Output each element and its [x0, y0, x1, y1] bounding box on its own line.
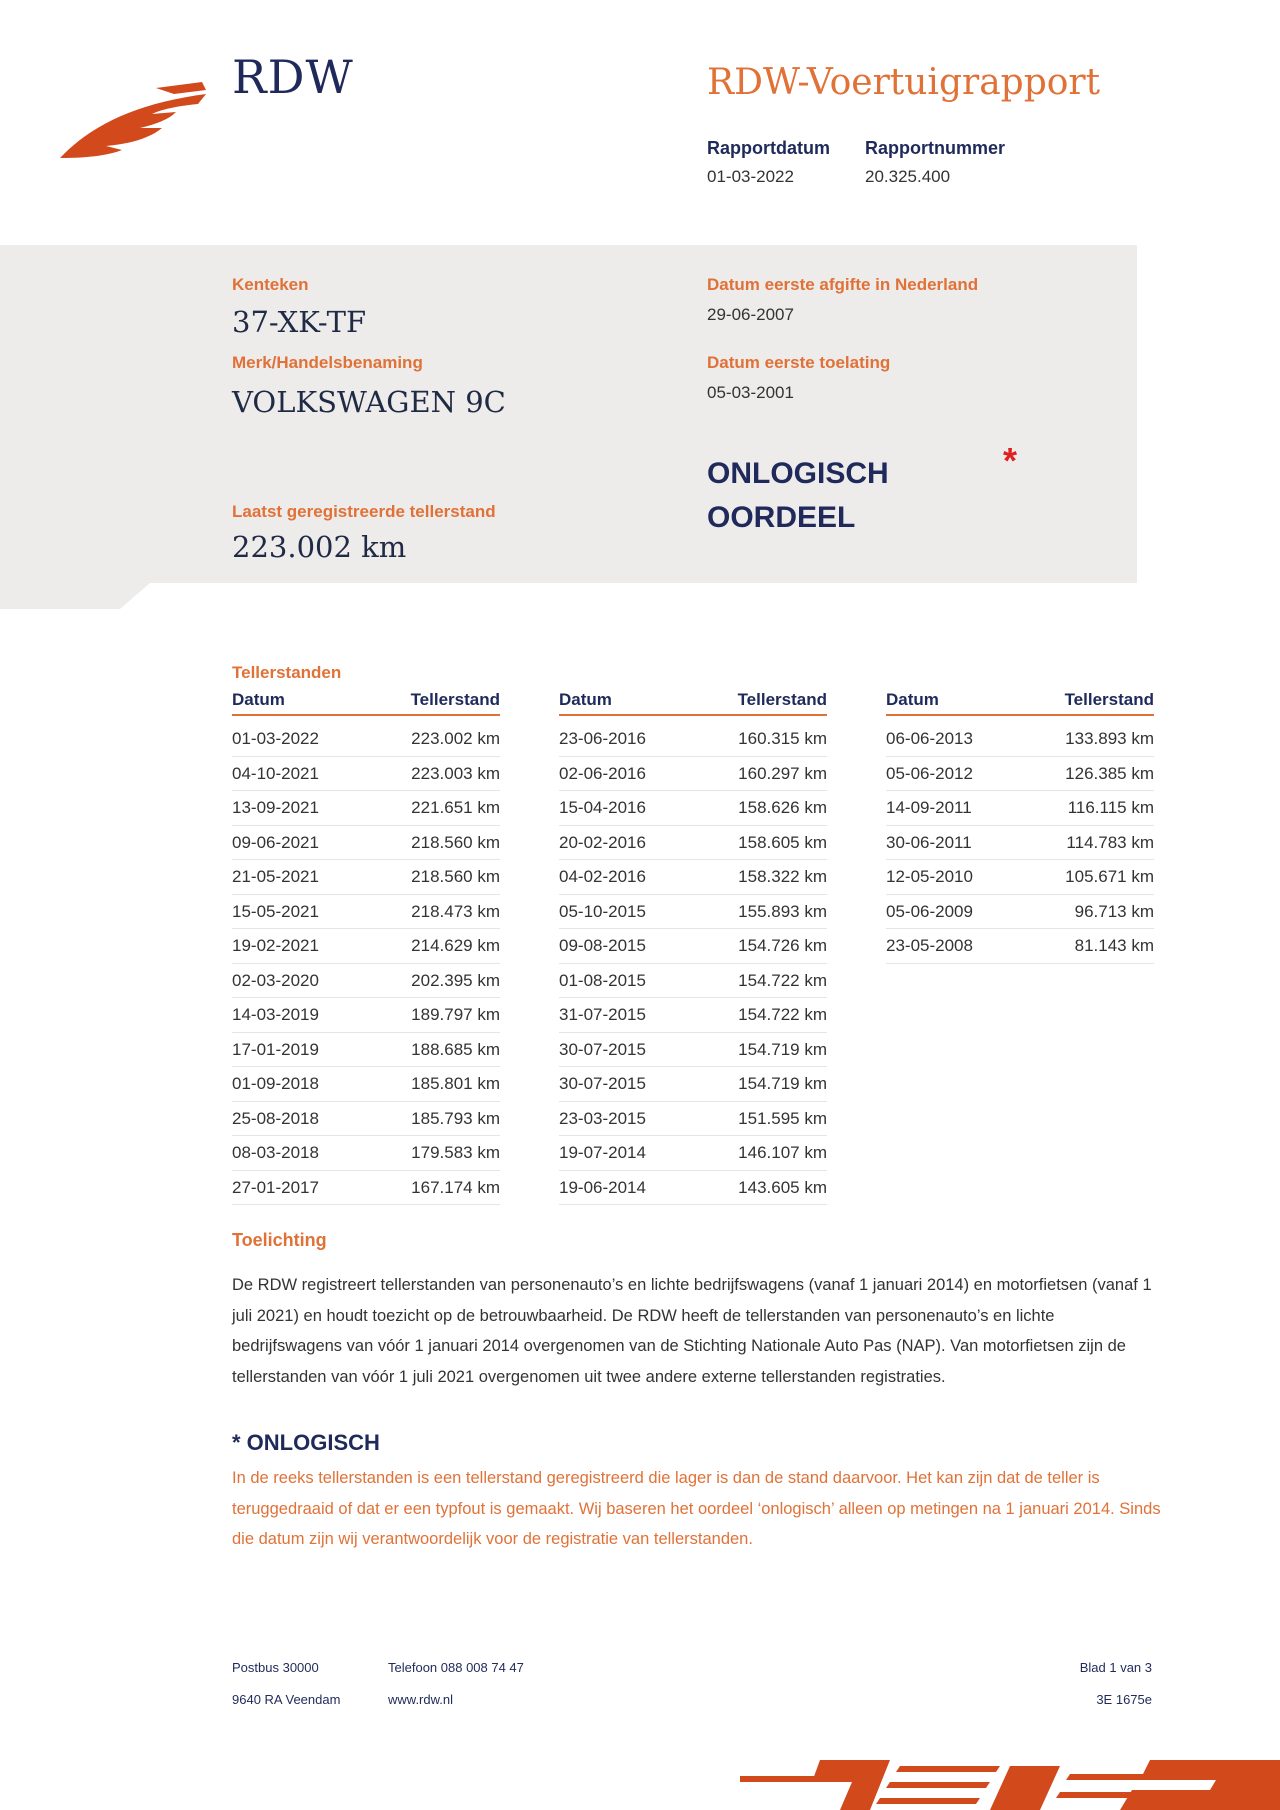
table-row — [232, 860, 500, 895]
row-date: 05-10-2015 — [559, 901, 646, 921]
row-reading: 221.651 km — [411, 798, 500, 817]
first-issue-nl-value: 29-06-2007 — [707, 305, 794, 324]
table-header — [886, 690, 1154, 716]
table-row — [559, 1067, 827, 1102]
row-date: 20-02-2016 — [559, 832, 646, 852]
explanation-text: De RDW registreert tellerstanden van personenauto’s en lichte bedrijfswagens (vanaf 1 januari 2014) en motorfietsen (vanaf 1 juli 2021) en houdt toezicht op de betrouwbaarheid. De RDW heeft de tellerstanden van personenauto’s en lichte bedrijfswagens van vóór 1 januari 2014 overgenomen van de Stichting Nationale Auto Pas (NAP). Van motorfietsen zijn de tellerstanden van vóór 1 juli 2021 overgenomen uit twee andere externe tellerstanden registraties. — [232, 1276, 1152, 1386]
verdict-line-1: ONLOGISCH — [707, 457, 889, 490]
row-reading: 185.801 km — [411, 1074, 500, 1093]
row-date: 05-06-2009 — [886, 901, 973, 921]
table-row — [559, 860, 827, 895]
first-issue-nl-label: Datum eerste afgifte in Nederland — [707, 275, 979, 294]
illogical-title: * ONLOGISCH — [232, 1430, 380, 1455]
row-reading: 155.893 km — [738, 901, 827, 921]
row-date: 04-02-2016 — [559, 867, 646, 886]
row-date: 19-02-2021 — [232, 936, 319, 955]
row-reading: 160.297 km — [738, 763, 827, 783]
rdw-stripes-decoration-icon — [740, 1752, 1280, 1810]
license-plate-label: Kenteken — [232, 275, 309, 294]
verdict-asterisk: * — [1003, 440, 1018, 481]
col-reading-header: Tellerstand — [1064, 690, 1154, 709]
report-number-label: Rapportnummer — [865, 138, 1006, 158]
row-reading: 223.002 km — [411, 729, 500, 748]
footer-postbus: Postbus 30000 — [232, 1660, 319, 1675]
odometer-table-column-2 — [559, 690, 827, 1205]
table-row — [232, 998, 500, 1033]
license-plate-value: 37-XK-TF — [232, 305, 367, 339]
footer-page-number: Blad 1 van 3 — [1079, 1660, 1152, 1675]
row-reading: 188.685 km — [411, 1039, 500, 1059]
footer-phone: Telefoon 088 008 74 47 — [388, 1660, 524, 1675]
table-row — [559, 998, 827, 1033]
row-reading: 154.722 km — [738, 1005, 827, 1024]
brand-model-label: Merk/Handelsbenaming — [232, 353, 423, 372]
brand-model-value: VOLKSWAGEN 9C — [232, 385, 506, 419]
table-row — [886, 722, 1154, 757]
first-admission-label: Datum eerste toelating — [707, 353, 891, 372]
row-date: 15-05-2021 — [232, 901, 319, 921]
table-row — [559, 1102, 827, 1137]
row-date: 23-03-2015 — [559, 1108, 646, 1128]
table-row — [232, 964, 500, 999]
table-row — [886, 860, 1154, 895]
col-reading-header: Tellerstand — [410, 690, 500, 709]
row-reading: 116.115 km — [1067, 798, 1154, 817]
row-date: 14-03-2019 — [232, 1005, 319, 1024]
row-date: 30-07-2015 — [559, 1074, 646, 1093]
row-date: 17-01-2019 — [232, 1039, 319, 1059]
verdict-line-2: OORDEEL — [707, 501, 856, 534]
last-odometer-value: 223.002 km — [232, 530, 407, 564]
row-reading: 158.322 km — [738, 867, 827, 886]
illogical-text: In de reeks tellerstanden is een tellerstand geregistreerd die lager is dan de stand daarvoor. Het kan zijn dat de teller is teruggedraaid of dat er een typfout is gemaakt. Wij baseren het oordeel ‘onlogisch’ alleen op metingen na 1 januari 2014. Sinds die datum zijn wij verantwoordelijk voor de registratie van tellerstanden. — [232, 1469, 1161, 1548]
row-date: 30-07-2015 — [559, 1039, 646, 1059]
table-row — [559, 964, 827, 999]
table-row — [559, 895, 827, 930]
report-date-block — [707, 138, 830, 187]
row-date: 09-08-2015 — [559, 936, 646, 955]
row-reading: 179.583 km — [411, 1143, 500, 1162]
odometer-table-column-1 — [232, 690, 500, 1205]
document-title: RDW-Voertuigrapport — [707, 62, 1101, 103]
row-date: 31-07-2015 — [559, 1005, 646, 1024]
table-row — [559, 791, 827, 826]
table-row — [232, 791, 500, 826]
footer-website-link[interactable]: www.rdw.nl — [388, 1692, 454, 1707]
row-reading: 160.315 km — [738, 729, 827, 748]
table-row — [559, 757, 827, 792]
odometer-table-column-3 — [886, 690, 1154, 964]
row-reading: 154.719 km — [738, 1074, 827, 1093]
rdw-wing-logo-icon — [56, 80, 216, 170]
row-reading: 154.719 km — [738, 1039, 827, 1059]
row-date: 09-06-2021 — [232, 832, 319, 852]
brand-name: RDW — [232, 50, 354, 104]
row-date: 30-06-2011 — [886, 832, 972, 852]
row-date: 01-09-2018 — [232, 1074, 319, 1093]
row-date: 05-06-2012 — [886, 763, 973, 783]
col-date-header: Datum — [232, 690, 285, 709]
report-number-value: 20.325.400 — [865, 167, 951, 186]
table-row — [232, 895, 500, 930]
row-reading: 214.629 km — [411, 936, 500, 955]
row-date: 02-03-2020 — [232, 970, 319, 990]
row-date: 01-08-2015 — [559, 970, 646, 990]
row-reading: 151.595 km — [738, 1108, 827, 1128]
last-odometer-label: Laatst geregistreerde tellerstand — [232, 502, 496, 521]
row-date: 08-03-2018 — [232, 1143, 319, 1162]
table-row — [232, 757, 500, 792]
row-date: 04-10-2021 — [232, 763, 319, 783]
col-date-header: Datum — [886, 690, 939, 709]
table-row — [559, 722, 827, 757]
row-reading: 143.605 km — [738, 1177, 827, 1197]
row-reading: 158.626 km — [738, 798, 827, 817]
summary-panel-tab — [0, 583, 150, 609]
row-date: 21-05-2021 — [232, 867, 319, 886]
row-reading: 158.605 km — [738, 832, 827, 852]
summary-panel — [0, 245, 1137, 583]
table-row — [559, 1033, 827, 1068]
table-row — [232, 929, 500, 964]
row-date: 13-09-2021 — [232, 798, 319, 817]
row-reading: 146.107 km — [738, 1143, 827, 1162]
row-reading: 114.783 km — [1066, 832, 1154, 852]
table-row — [232, 1171, 500, 1206]
footer-city: 9640 RA Veendam — [232, 1692, 341, 1707]
table-row — [886, 757, 1154, 792]
row-date: 19-07-2014 — [559, 1143, 646, 1162]
row-date: 23-06-2016 — [559, 729, 646, 748]
table-row — [232, 1136, 500, 1171]
row-date: 25-08-2018 — [232, 1108, 319, 1128]
row-reading: 167.174 km — [411, 1177, 500, 1197]
row-reading: 189.797 km — [411, 1005, 500, 1024]
verdict — [707, 452, 889, 540]
row-date: 12-05-2010 — [886, 867, 973, 886]
row-date: 15-04-2016 — [559, 798, 646, 817]
row-reading: 218.560 km — [411, 867, 500, 886]
row-date: 01-03-2022 — [232, 729, 319, 748]
odometer-section-title: Tellerstanden — [232, 663, 342, 682]
row-reading: 185.793 km — [411, 1108, 500, 1128]
table-row — [232, 826, 500, 861]
row-date: 14-09-2011 — [886, 798, 972, 817]
row-reading: 96.713 km — [1074, 901, 1154, 921]
table-row — [559, 1171, 827, 1206]
table-row — [232, 1067, 500, 1102]
table-row — [886, 826, 1154, 861]
report-date-value: 01-03-2022 — [707, 167, 794, 186]
table-row — [559, 1136, 827, 1171]
table-row — [886, 791, 1154, 826]
table-row — [232, 1102, 500, 1137]
table-header — [232, 690, 500, 716]
row-date: 19-06-2014 — [559, 1177, 646, 1197]
row-reading: 223.003 km — [411, 763, 500, 783]
table-row — [559, 826, 827, 861]
table-row — [559, 929, 827, 964]
footer-contact — [388, 1652, 524, 1716]
row-reading: 154.722 km — [738, 970, 827, 990]
explanation-title: Toelichting — [232, 1230, 327, 1250]
row-reading: 218.473 km — [411, 901, 500, 921]
row-reading: 202.395 km — [411, 970, 500, 990]
table-row — [232, 1033, 500, 1068]
row-reading: 154.726 km — [738, 936, 827, 955]
footer-address — [232, 1652, 340, 1716]
col-date-header: Datum — [559, 690, 612, 709]
report-date-label: Rapportdatum — [707, 138, 830, 158]
table-header — [559, 690, 827, 716]
row-reading: 105.671 km — [1065, 867, 1154, 886]
first-admission-value: 05-03-2001 — [707, 383, 794, 402]
row-reading: 81.143 km — [1074, 936, 1154, 955]
row-reading: 218.560 km — [411, 832, 500, 852]
row-date: 02-06-2016 — [559, 763, 646, 783]
row-date: 27-01-2017 — [232, 1177, 319, 1197]
table-row — [232, 722, 500, 757]
row-date: 23-05-2008 — [886, 936, 973, 955]
row-date: 06-06-2013 — [886, 729, 973, 748]
row-reading: 133.893 km — [1065, 729, 1154, 748]
footer-doc-code: 3E 1675e — [1096, 1692, 1152, 1707]
report-number-block — [865, 138, 1005, 187]
footer-page-info — [1000, 1652, 1152, 1716]
row-reading: 126.385 km — [1065, 763, 1154, 783]
table-row — [886, 929, 1154, 964]
table-row — [886, 895, 1154, 930]
col-reading-header: Tellerstand — [737, 690, 827, 709]
